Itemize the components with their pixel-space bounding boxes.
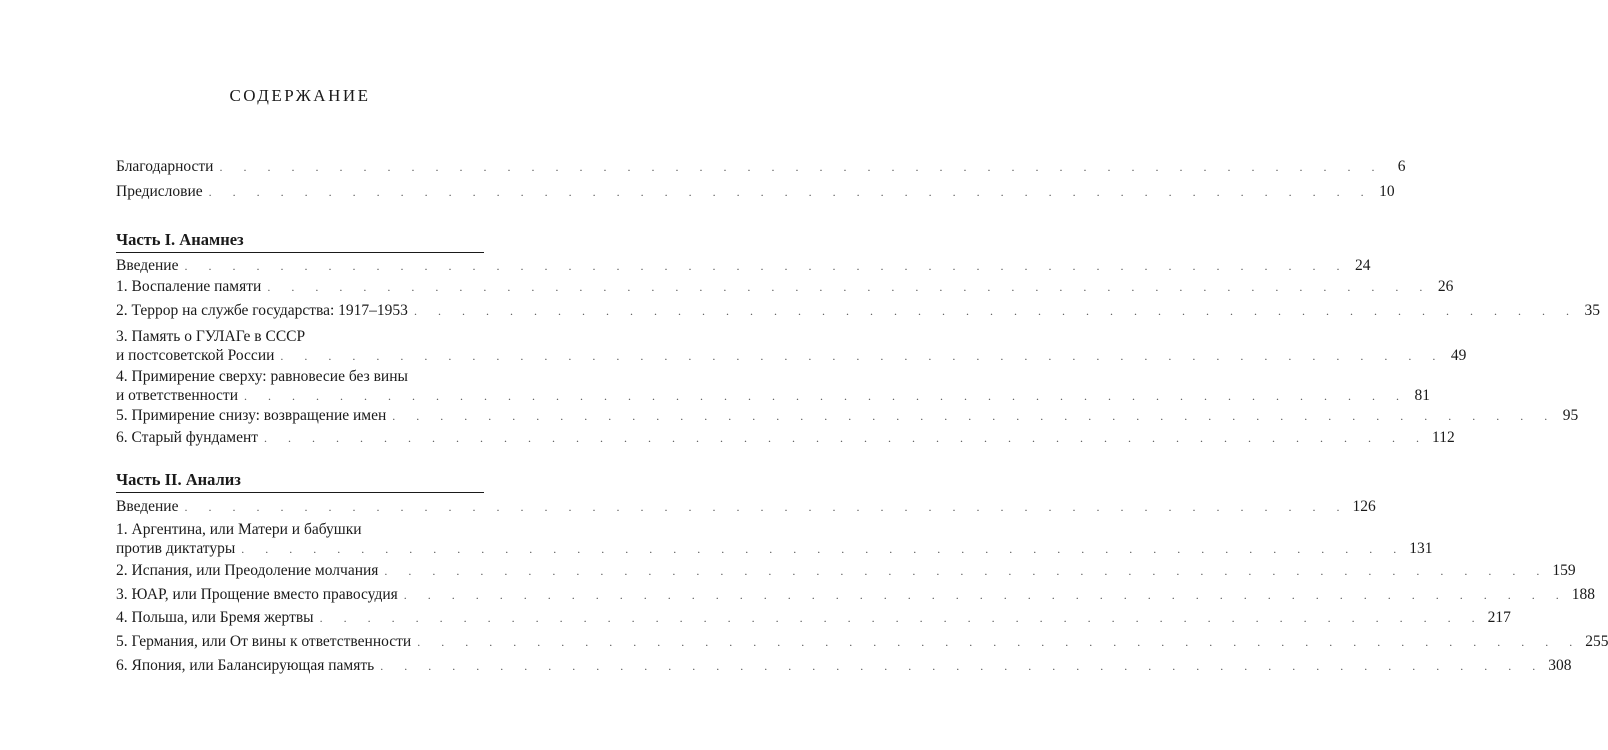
part-1-title: Часть I. Анамнез bbox=[116, 230, 244, 249]
page-number: 24 bbox=[1354, 257, 1371, 274]
page-number: 188 bbox=[1571, 586, 1596, 603]
page-number: 6 bbox=[1397, 158, 1406, 175]
entry-title: против диктатуры bbox=[116, 540, 236, 557]
entry-title: и постсоветской России bbox=[116, 347, 275, 364]
entry-title: 3. ЮАР, или Прощение вместо правосудия bbox=[116, 586, 398, 603]
entry-title: 2. Террор на службе государства: 1917–1953 bbox=[116, 302, 408, 319]
entry-title: Благодарности bbox=[116, 158, 214, 175]
leader-dots: . . . . . . . . . . . . . . . . . . . . . . . . . . . . . . . . . . . . . . . . . . . . . . . . . bbox=[380, 659, 1545, 673]
toc-entry[interactable] bbox=[116, 327, 1467, 366]
leader-dots: . . . . . . . . . . . . . . . . . . . . . . . . . . . . . . . . . . . . . . . . . . . . . . . . . bbox=[392, 409, 1557, 423]
leader-dots: . . . . . . . . . . . . . . . . . . . . . . . . . . . . . . . . . . . . . . . . . . . . . . . . . bbox=[384, 564, 1549, 578]
leader-dots: . . . . . . . . . . . . . . . . . . . . . . . . . . . . . . . . . . . . . . . . . . . . . . . . . bbox=[417, 635, 1582, 649]
toc-entry-front[interactable] bbox=[116, 182, 1395, 202]
leader-dots: . . . . . . . . . . . . . . . . . . . . . . . . . . . . . . . . . . . . . . . . . . . . . . . . . bbox=[403, 588, 1568, 602]
divider bbox=[116, 492, 484, 493]
toc-entry[interactable] bbox=[116, 561, 1576, 581]
toc-entry[interactable] bbox=[116, 256, 1371, 276]
entry-title: 6. Япония, или Балансирующая память bbox=[116, 657, 375, 674]
leader-dots: . . . . . . . . . . . . . . . . . . . . . . . . . . . . . . . . . . . . . . . . . . . . . . . . . bbox=[280, 349, 1445, 363]
entry-title: 1. Аргентина, или Матери и бабушки bbox=[116, 521, 362, 538]
toc-entry[interactable] bbox=[116, 497, 1376, 517]
contents-heading: СОДЕРЖАНИЕ bbox=[229, 86, 371, 105]
entry-title: 4. Примирение сверху: равновесие без вины bbox=[116, 368, 408, 385]
toc-entry[interactable] bbox=[116, 428, 1455, 448]
leader-dots: . . . . . . . . . . . . . . . . . . . . . . . . . . . . . . . . . . . . . . . . . . . . . . . . . bbox=[241, 542, 1406, 556]
page-number: 159 bbox=[1552, 562, 1576, 579]
leader-dots: . . . . . . . . . . . . . . . . . . . . . . . . . . . . . . . . . . . . . . . . . . . . . . . . . bbox=[319, 611, 1484, 625]
toc-entry-front[interactable] bbox=[116, 157, 1406, 177]
page-number: 255 bbox=[1585, 633, 1608, 650]
toc-entry[interactable] bbox=[116, 585, 1596, 605]
leader-dots: . . . . . . . . . . . . . . . . . . . . . . . . . . . . . . . . . . . . . . . . . . . . . . . . . bbox=[219, 160, 1384, 174]
toc-entry[interactable] bbox=[116, 367, 1430, 406]
page-number: 308 bbox=[1548, 657, 1572, 674]
entry-title: и ответственности bbox=[116, 387, 238, 404]
page-number: 217 bbox=[1487, 609, 1511, 626]
entry-title: 3. Память о ГУЛАГе в СССР bbox=[116, 328, 306, 345]
divider bbox=[116, 252, 484, 253]
page-number: 95 bbox=[1562, 407, 1579, 424]
page-number: 26 bbox=[1437, 278, 1454, 295]
entry-title: Предисловие bbox=[116, 183, 203, 200]
leader-dots: . . . . . . . . . . . . . . . . . . . . . . . . . . . . . . . . . . . . . . . . . . . . . . . . . bbox=[264, 431, 1429, 445]
entry-title: 4. Польша, или Бремя жертвы bbox=[116, 609, 314, 626]
entry-title: 6. Старый фундамент bbox=[116, 429, 259, 446]
entry-title: Введение bbox=[116, 498, 179, 515]
entry-title: 2. Испания, или Преодоление молчания bbox=[116, 562, 379, 579]
entry-title: Введение bbox=[116, 257, 179, 274]
page-number: 131 bbox=[1409, 540, 1433, 557]
page-number: 10 bbox=[1379, 183, 1395, 200]
leader-dots: . . . . . . . . . . . . . . . . . . . . . . . . . . . . . . . . . . . . . . . . . . . . . . . . . bbox=[184, 259, 1349, 273]
page-number: 49 bbox=[1450, 347, 1467, 364]
entry-title: 5. Примирение снизу: возвращение имен bbox=[116, 407, 387, 424]
leader-dots: . . . . . . . . . . . . . . . . . . . . . . . . . . . . . . . . . . . . . . . . . . . . . . . . . bbox=[413, 304, 1578, 318]
leader-dots: . . . . . . . . . . . . . . . . . . . . . . . . . . . . . . . . . . . . . . . . . . . . . . . . . bbox=[208, 185, 1373, 199]
page-number: 126 bbox=[1352, 498, 1376, 515]
toc-entry[interactable] bbox=[116, 632, 1608, 652]
leader-dots: . . . . . . . . . . . . . . . . . . . . . . . . . . . . . . . . . . . . . . . . . . . . . . . . . bbox=[244, 389, 1408, 403]
entry-title: 1. Воспаление памяти bbox=[116, 278, 262, 295]
toc-entry[interactable] bbox=[116, 277, 1454, 297]
toc-entry[interactable] bbox=[116, 656, 1572, 676]
page-number: 81 bbox=[1414, 387, 1430, 404]
leader-dots: . . . . . . . . . . . . . . . . . . . . . . . . . . . . . . . . . . . . . . . . . . . . . . . . . bbox=[184, 500, 1349, 514]
page-number: 35 bbox=[1584, 302, 1600, 319]
part-2-title: Часть II. Анализ bbox=[116, 470, 241, 489]
entry-title: 5. Германия, или От вины к ответственности bbox=[116, 633, 412, 650]
toc-entry[interactable] bbox=[116, 406, 1579, 426]
leader-dots: . . . . . . . . . . . . . . . . . . . . . . . . . . . . . . . . . . . . . . . . . . . . . . . . . bbox=[267, 280, 1432, 294]
toc-entry[interactable] bbox=[116, 608, 1511, 628]
toc-entry[interactable] bbox=[116, 301, 1600, 321]
page-number: 112 bbox=[1432, 429, 1455, 446]
toc-entry[interactable] bbox=[116, 520, 1433, 559]
